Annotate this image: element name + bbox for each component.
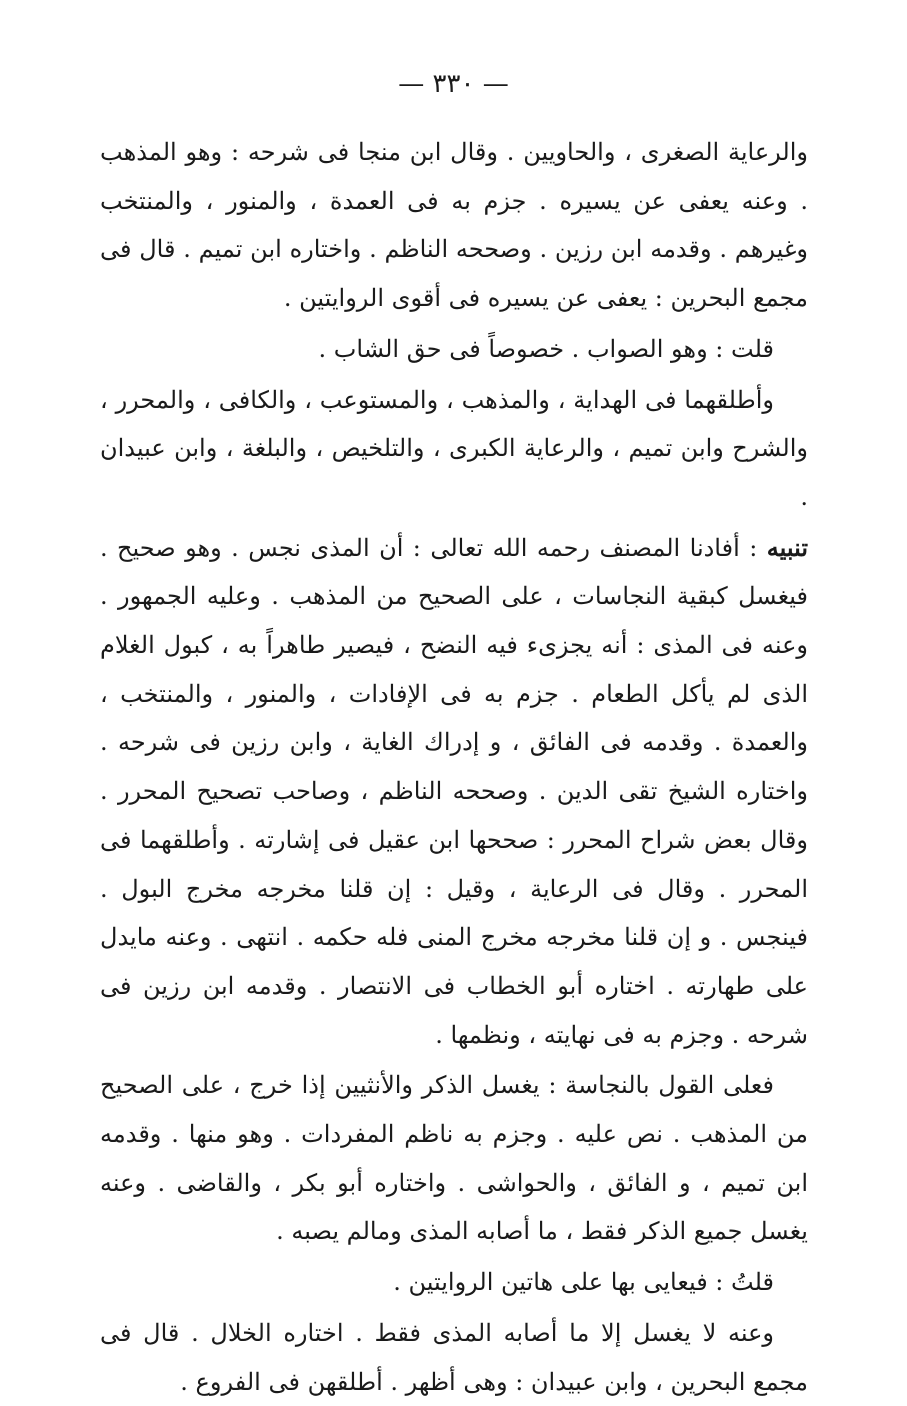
paragraph-1: والرعاية الصغرى ، والحاويين . وقال ابن منجا فى شرحه : وهو المذهب . وعنه يعفى عن يسيره . جزم به فى العمدة ، والمنور ، والمنتخب وغيرهم . وقدمه ابن رزين . وصححه الناظم . واختاره ابن تميم . قال فى مجمع البحرين : يعفى عن يسيره فى أقوى الروايتين . — [100, 138, 808, 313]
paragraph-4 — [100, 524, 808, 1060]
tanbih-label: تنبيه — [766, 532, 808, 562]
paragraph-6: قلتُ : فيعايى بها على هاتين الروايتين . — [393, 1268, 774, 1297]
tanbih-text: : أفادنا المصنف رحمه الله تعالى : أن المذى نجس . وهو صحيح . فيغسل كبقية النجاسات ، على الصحيح من المذهب . وعليه الجمهور . وعنه فى المذى : أنه يجزىء فيه النضح ، فيصير طاهراً به ، كبول الغلام الذى لم يأكل الطعام . جزم به فى الإفادات ، والمنور ، والمنتخب ، والعمدة . وقدمه فى الفائق ، و إدراك الغاية ، وابن رزين فى شرحه . واختاره الشيخ تقى الدين . وصححه الناظم ، وصاحب تصحيح المحرر . وقال بعض شراح المحرر : صححها ابن عقيل فى إشارته . وأطلقهما فى المحرر . وقال فى الرعاية ، وقيل : إن قلنا مخرجه مخرج البول . فينجس . و إن قلنا مخرجه مخرج المنى فله حكمه . انتهى . وعنه مايدل على طهارته . اختاره أبو الخطاب فى الانتصار . وقدمه ابن رزين فى شرحه . وجزم به فى نهايته ، ونظمها . — [100, 533, 808, 1049]
paragraph-7: وعنه لا يغسل إلا ما أصابه المذى فقط . اختاره الخلال . قال فى مجمع البحرين ، وابن عبيدان : وهى أظهر . أطلقهن فى الفروع . — [100, 1318, 808, 1396]
page-number: — ٣٣٠ — — [398, 69, 509, 99]
paragraph-5: فعلى القول بالنجاسة : يغسل الذكر والأنثيين إذا خرج ، على الصحيح من المذهب . نص عليه . وجزم به ناظم المفردات . وهو منها . وقدمه ابن تميم ، و الفائق ، والحواشى . واختاره أبو بكر ، والقاضى . وعنه يغسل جميع الذكر فقط ، ما أصابه المذى ومالم يصبه . — [100, 1071, 808, 1246]
paragraph-2: قلت : وهو الصواب . خصوصاً فى حق الشاب . — [318, 334, 774, 363]
body-text — [100, 128, 808, 1406]
paragraph-3: وأطلقهما فى الهداية ، والمذهب ، والمستوعب ، والكافى ، والمحرر ، والشرح وابن تميم ، والرعاية الكبرى ، والتلخيص ، والبلغة ، وابن عبيدان . — [100, 385, 808, 511]
